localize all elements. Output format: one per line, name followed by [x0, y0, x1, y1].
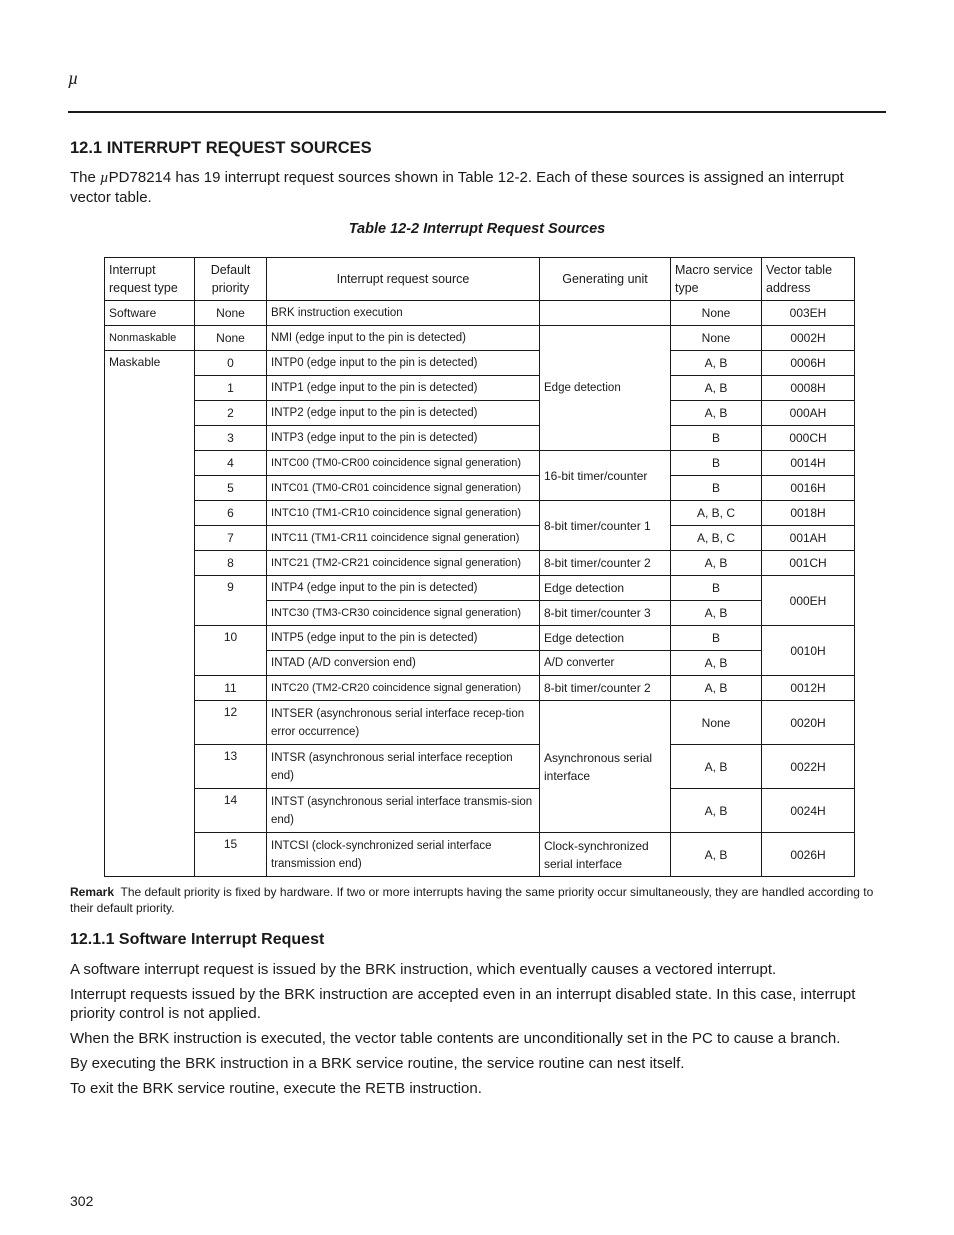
- cell-source: INTC30 (TM3-CR30 coincidence signal generation): [267, 601, 540, 626]
- header-default-priority: Default priority: [195, 258, 267, 301]
- cell-macro: None: [671, 326, 762, 351]
- cell-vector: 001AH: [762, 526, 855, 551]
- cell-macro: A, B, C: [671, 526, 762, 551]
- cell-vector: 0016H: [762, 476, 855, 501]
- cell-unit: 8-bit timer/counter 3: [540, 601, 671, 626]
- cell-priority: 4: [195, 451, 267, 476]
- cell-unit: 8-bit timer/counter 2: [540, 676, 671, 701]
- remark-text: The default priority is fixed by hardware. If two or more interrupts having the same priority occur simultaneously, they are handled according to their default priority.: [70, 885, 874, 915]
- cell-priority: 12: [195, 701, 267, 745]
- cell-vector: 0002H: [762, 326, 855, 351]
- cell-macro: B: [671, 476, 762, 501]
- table-row: [105, 676, 855, 701]
- cell-source: BRK instruction execution: [267, 301, 540, 326]
- cell-type: Maskable: [105, 351, 195, 877]
- cell-source: INTC10 (TM1-CR10 coincidence signal generation): [267, 501, 540, 526]
- cell-priority: 7: [195, 526, 267, 551]
- cell-unit: 16-bit timer/counter: [540, 451, 671, 501]
- header-request-source: Interrupt request source: [267, 258, 540, 301]
- table-row: [105, 526, 855, 551]
- table-remark: [70, 884, 888, 916]
- table-row: [105, 426, 855, 451]
- table-row: [105, 451, 855, 476]
- table-row: [105, 401, 855, 426]
- cell-macro: A, B: [671, 601, 762, 626]
- cell-source: INTC01 (TM0-CR01 coincidence signal generation): [267, 476, 540, 501]
- page-number: 302: [70, 1193, 94, 1209]
- cell-source: INTP2 (edge input to the pin is detected): [267, 401, 540, 426]
- cell-macro: A, B: [671, 789, 762, 833]
- cell-unit: Clock-synchronized serial interface: [540, 833, 671, 877]
- cell-priority: 15: [195, 833, 267, 877]
- cell-vector: 001CH: [762, 551, 855, 576]
- cell-vector: 000CH: [762, 426, 855, 451]
- cell-unit: Edge detection: [540, 576, 671, 601]
- cell-priority: 10: [195, 626, 267, 676]
- subsection-heading: 12.1.1 Software Interrupt Request: [70, 931, 325, 948]
- cell-source: INTC21 (TM2-CR21 coincidence signal generation): [267, 551, 540, 576]
- cell-macro: A, B: [671, 651, 762, 676]
- header-macro-service: Macro service type: [671, 258, 762, 301]
- header-generating-unit: Generating unit: [540, 258, 671, 301]
- table-row: [105, 376, 855, 401]
- cell-unit: Edge detection: [540, 626, 671, 651]
- header-rule: [68, 111, 886, 113]
- interrupt-sources-table: [104, 257, 855, 877]
- cell-priority: 2: [195, 401, 267, 426]
- cell-priority: 13: [195, 745, 267, 789]
- header-request-type: Interrupt request type: [105, 258, 195, 301]
- cell-vector: 003EH: [762, 301, 855, 326]
- cell-unit: A/D converter: [540, 651, 671, 676]
- cell-source: INTP5 (edge input to the pin is detected): [267, 626, 540, 651]
- cell-source: INTST (asynchronous serial interface transmis-sion end): [267, 789, 540, 833]
- cell-source: NMI (edge input to the pin is detected): [267, 326, 540, 351]
- cell-macro: None: [671, 701, 762, 745]
- cell-source: INTSER (asynchronous serial interface recep-tion error occurrence): [267, 701, 540, 745]
- cell-vector: 0014H: [762, 451, 855, 476]
- intro-text: PD78214 has 19 interrupt request sources shown in Table 12-2. Each of these sources is assigned an interrupt vector table.: [70, 169, 844, 206]
- cell-unit: 8-bit timer/counter 2: [540, 551, 671, 576]
- header-vector-address: Vector table address: [762, 258, 855, 301]
- cell-macro: None: [671, 301, 762, 326]
- table-row: [105, 326, 855, 351]
- table-row: [105, 833, 855, 877]
- cell-macro: A, B: [671, 376, 762, 401]
- cell-macro: A, B, C: [671, 501, 762, 526]
- cell-vector: 0010H: [762, 626, 855, 676]
- cell-vector: 000EH: [762, 576, 855, 626]
- table-row: [105, 626, 855, 651]
- cell-priority: 8: [195, 551, 267, 576]
- cell-vector: 0006H: [762, 351, 855, 376]
- cell-macro: B: [671, 576, 762, 601]
- cell-type: Nonmaskable: [105, 326, 195, 351]
- remark-label: Remark: [70, 885, 115, 899]
- table-row: [105, 501, 855, 526]
- header-mu-symbol: µ: [68, 68, 79, 88]
- intro-prefix: The: [70, 169, 101, 186]
- cell-vector: 0020H: [762, 701, 855, 745]
- cell-macro: A, B: [671, 351, 762, 376]
- section-heading: 12.1 INTERRUPT REQUEST SOURCES: [70, 139, 372, 157]
- cell-priority: 9: [195, 576, 267, 626]
- cell-source: INTP3 (edge input to the pin is detected): [267, 426, 540, 451]
- cell-macro: A, B: [671, 401, 762, 426]
- cell-vector: 0008H: [762, 376, 855, 401]
- table-row: [105, 351, 855, 376]
- body-paragraph: Interrupt requests issued by the BRK instruction are accepted even in an interrupt disabled state. In this case, interrupt priority control is not applied.: [70, 986, 856, 1022]
- cell-macro: B: [671, 451, 762, 476]
- cell-vector: 0024H: [762, 789, 855, 833]
- cell-macro: A, B: [671, 833, 762, 877]
- cell-source: INTP4 (edge input to the pin is detected): [267, 576, 540, 601]
- cell-priority: 0: [195, 351, 267, 376]
- cell-priority: None: [195, 301, 267, 326]
- cell-source: INTP1 (edge input to the pin is detected): [267, 376, 540, 401]
- cell-source: INTAD (A/D conversion end): [267, 651, 540, 676]
- body-paragraph: By executing the BRK instruction in a BRK service routine, the service routine can nest itself.: [70, 1055, 685, 1072]
- cell-unit: Edge detection: [540, 326, 671, 451]
- cell-vector: 0018H: [762, 501, 855, 526]
- table-header-row: [105, 258, 855, 301]
- table-row: [105, 551, 855, 576]
- body-paragraph: A software interrupt request is issued by the BRK instruction, which eventually causes a vectored interrupt.: [70, 961, 777, 978]
- cell-source: INTC00 (TM0-CR00 coincidence signal generation): [267, 451, 540, 476]
- section-intro: [70, 168, 888, 207]
- cell-macro: A, B: [671, 745, 762, 789]
- cell-vector: 0026H: [762, 833, 855, 877]
- cell-unit: Asynchronous serial interface: [540, 701, 671, 833]
- cell-vector: 000AH: [762, 401, 855, 426]
- cell-priority: 11: [195, 676, 267, 701]
- cell-source: INTC20 (TM2-CR20 coincidence signal generation): [267, 676, 540, 701]
- intro-mu-symbol: µ: [100, 170, 109, 186]
- table-row: [105, 476, 855, 501]
- cell-priority: 3: [195, 426, 267, 451]
- table-row: [105, 701, 855, 745]
- body-paragraph: When the BRK instruction is executed, the vector table contents are unconditionally set in the PC to cause a branch.: [70, 1030, 841, 1047]
- table-row: [105, 301, 855, 326]
- cell-macro: B: [671, 426, 762, 451]
- table-caption: Table 12-2 Interrupt Request Sources: [348, 221, 606, 237]
- cell-priority: 14: [195, 789, 267, 833]
- cell-vector: 0022H: [762, 745, 855, 789]
- table-row: [105, 745, 855, 789]
- cell-type: Software: [105, 301, 195, 326]
- cell-macro: A, B: [671, 551, 762, 576]
- table-row: [105, 789, 855, 833]
- cell-source: INTCSI (clock-synchronized serial interface transmission end): [267, 833, 540, 877]
- cell-macro: B: [671, 626, 762, 651]
- cell-macro: A, B: [671, 676, 762, 701]
- cell-vector: 0012H: [762, 676, 855, 701]
- table-row: [105, 576, 855, 601]
- cell-priority: 6: [195, 501, 267, 526]
- cell-priority: 5: [195, 476, 267, 501]
- cell-unit: 8-bit timer/counter 1: [540, 501, 671, 551]
- cell-unit: [540, 301, 671, 326]
- cell-priority: None: [195, 326, 267, 351]
- cell-priority: 1: [195, 376, 267, 401]
- cell-source: INTP0 (edge input to the pin is detected): [267, 351, 540, 376]
- cell-source: INTC11 (TM1-CR11 coincidence signal generation): [267, 526, 540, 551]
- cell-source: INTSR (asynchronous serial interface reception end): [267, 745, 540, 789]
- body-paragraph: To exit the BRK service routine, execute the RETB instruction.: [70, 1080, 482, 1097]
